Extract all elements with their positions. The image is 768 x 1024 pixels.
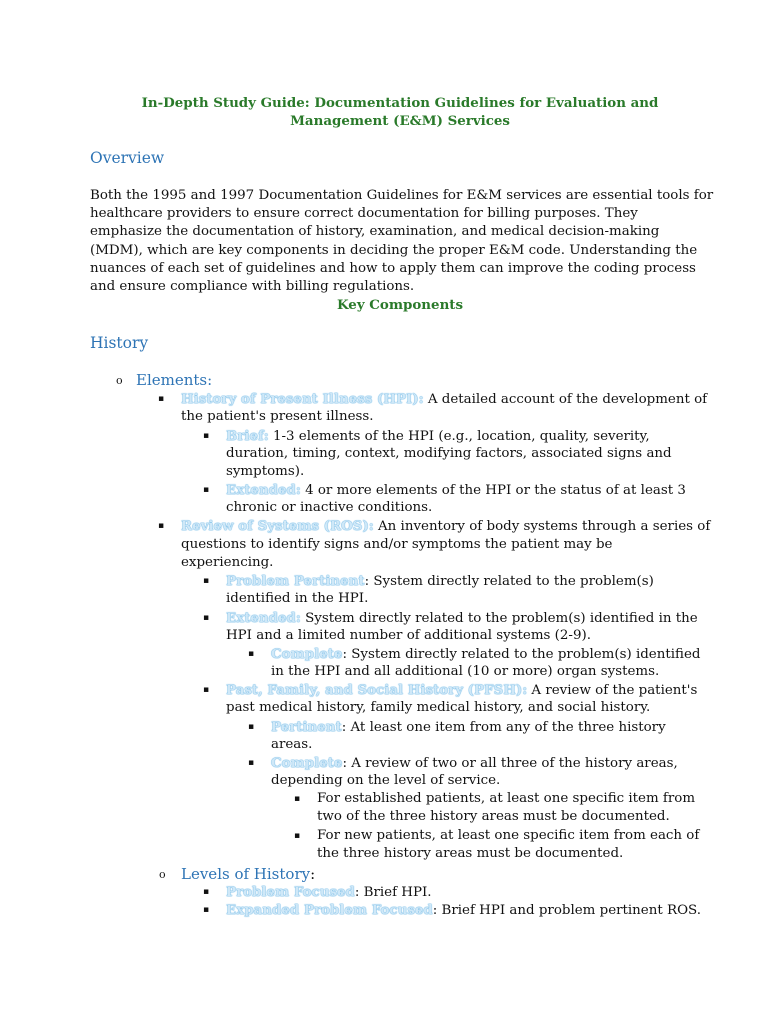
square-bullet-icon: ▪ [203,576,210,586]
problem-focused-term: Problem Focused [226,884,355,900]
overview-line: (MDM), which are key components in deciding the proper E&M code. Understanding the [90,242,698,258]
square-bullet-icon: ▪ [203,685,210,695]
pfsh-complete-item [271,754,678,773]
ros-extended-text-cont: HPI and a limited number of additional systems (2-9). [226,628,591,643]
established-patients-item: For established patients, at least one specific item from [317,791,696,806]
overview-line: and ensure compliance with billing regulations. [90,279,415,295]
square-bullet-icon: ▪ [294,794,301,804]
overview-line: healthcare providers to ensure correct documentation for billing purposes. They [90,206,638,222]
ros-text: An inventory of body systems through a series of [373,519,711,534]
pfsh-pertinent-item [271,718,666,737]
ros-complete-text: : System directly related to the problem(s) identified [342,647,701,662]
ros-term: Review of Systems (ROS): [181,518,374,534]
ros-text-cont: experiencing. [181,555,274,570]
pfsh-complete-text: : A review of two or all three of the history areas, [342,756,678,771]
history-heading: History [90,334,149,352]
ros-text-cont: questions to identify signs and/or symptoms the patient may be [181,537,613,552]
ros-item [181,517,710,536]
square-bullet-icon: ▪ [248,722,255,732]
pfsh-pertinent-term: Pertinent [271,719,342,735]
ros-complete-term: Complete [271,646,343,662]
square-bullet-icon: ▪ [158,394,165,404]
square-bullet-icon: ▪ [248,649,255,659]
brief-text: 1-3 elements of the HPI (e.g., location, quality, severity, [268,429,650,444]
pfsh-text-cont: past medical history, family medical history, and social history. [226,700,651,715]
list-marker-o: o [159,868,166,881]
problem-pertinent-text: : System directly related to the problem(s) [364,574,654,589]
square-bullet-icon: ▪ [158,521,165,531]
overview-heading: Overview [90,149,165,167]
ros-complete-text-cont: in the HPI and all additional (10 or more) organ systems. [271,664,660,679]
expanded-problem-focused-text: : Brief HPI and problem pertinent ROS. [432,903,702,918]
pfsh-term: Past, Family, and Social History (PFSH): [226,682,528,698]
square-bullet-icon: ▪ [203,905,210,915]
established-patients-text-cont: two of the three history areas must be documented. [317,809,670,824]
pfsh-pertinent-text-cont: areas. [271,737,313,752]
hpi-text: A detailed account of the development of [423,392,708,407]
hpi-extended-text: 4 or more elements of the HPI or the status of at least 3 [300,483,686,498]
pfsh-complete-term: Complete [271,755,343,771]
square-bullet-icon: ▪ [203,887,210,897]
problem-pertinent-item [226,572,654,591]
expanded-problem-focused-term: Expanded Problem Focused [226,902,433,918]
hpi-extended-text-cont: chronic or inactive conditions. [226,500,433,515]
brief-text-cont: symptoms). [226,464,305,479]
overview-line: Both the 1995 and 1997 Documentation Guidelines for E&M services are essential tools for [90,188,714,203]
pfsh-text: A review of the patient's [527,683,698,698]
expanded-problem-focused-item [226,901,701,920]
overview-line: nuances of each set of guidelines and how to apply them can improve the coding process [90,260,696,276]
square-bullet-icon: ▪ [203,613,210,623]
ros-extended-text: System directly related to the problem(s) identified in the [300,611,698,626]
overview-line: emphasize the documentation of history, examination, and medical decision-making [90,224,660,240]
title-line-1: In-Depth Study Guide: Documentation Guidelines for Evaluation and [141,95,659,111]
levels-of-history-label: Levels of History [181,865,311,883]
key-components-heading: Key Components [336,297,464,313]
elements-heading: Elements: [136,371,213,389]
square-bullet-icon: ▪ [248,758,255,768]
levels-of-history-colon: : [310,865,316,883]
brief-text-cont: duration, timing, context, modifying factors, associated signs and [226,446,672,461]
list-marker-o: o [116,374,123,387]
pfsh-item [226,681,697,700]
new-patients-item: For new patients, at least one specific item from each of [317,828,700,843]
document-title [90,94,710,130]
hpi-item [181,390,707,409]
pfsh-pertinent-text: : At least one item from any of the three history [341,720,666,735]
brief-term: Brief: [226,428,269,444]
hpi-term: History of Present Illness (HPI): [181,391,424,407]
problem-pertinent-term: Problem Pertinent [226,573,365,589]
hpi-extended-term: Extended: [226,482,301,498]
pfsh-complete-text-cont: depending on the level of service. [271,773,501,788]
overview-paragraph [90,187,714,296]
problem-focused-text: : Brief HPI. [354,885,432,900]
ros-complete-item [271,645,700,664]
levels-of-history-heading [181,865,315,883]
problem-pertinent-text-cont: identified in the HPI. [226,591,369,606]
hpi-text-cont: the patient's present illness. [181,409,374,424]
brief-item [226,427,650,446]
ros-extended-item [226,609,698,628]
problem-focused-item [226,883,432,902]
square-bullet-icon: ▪ [294,831,301,841]
hpi-extended-item [226,481,686,500]
square-bullet-icon: ▪ [203,485,210,495]
title-line-2: Management (E&M) Services [290,113,510,129]
new-patients-text-cont: the three history areas must be documented. [317,846,624,861]
ros-extended-term: Extended: [226,610,301,626]
square-bullet-icon: ▪ [203,431,210,441]
